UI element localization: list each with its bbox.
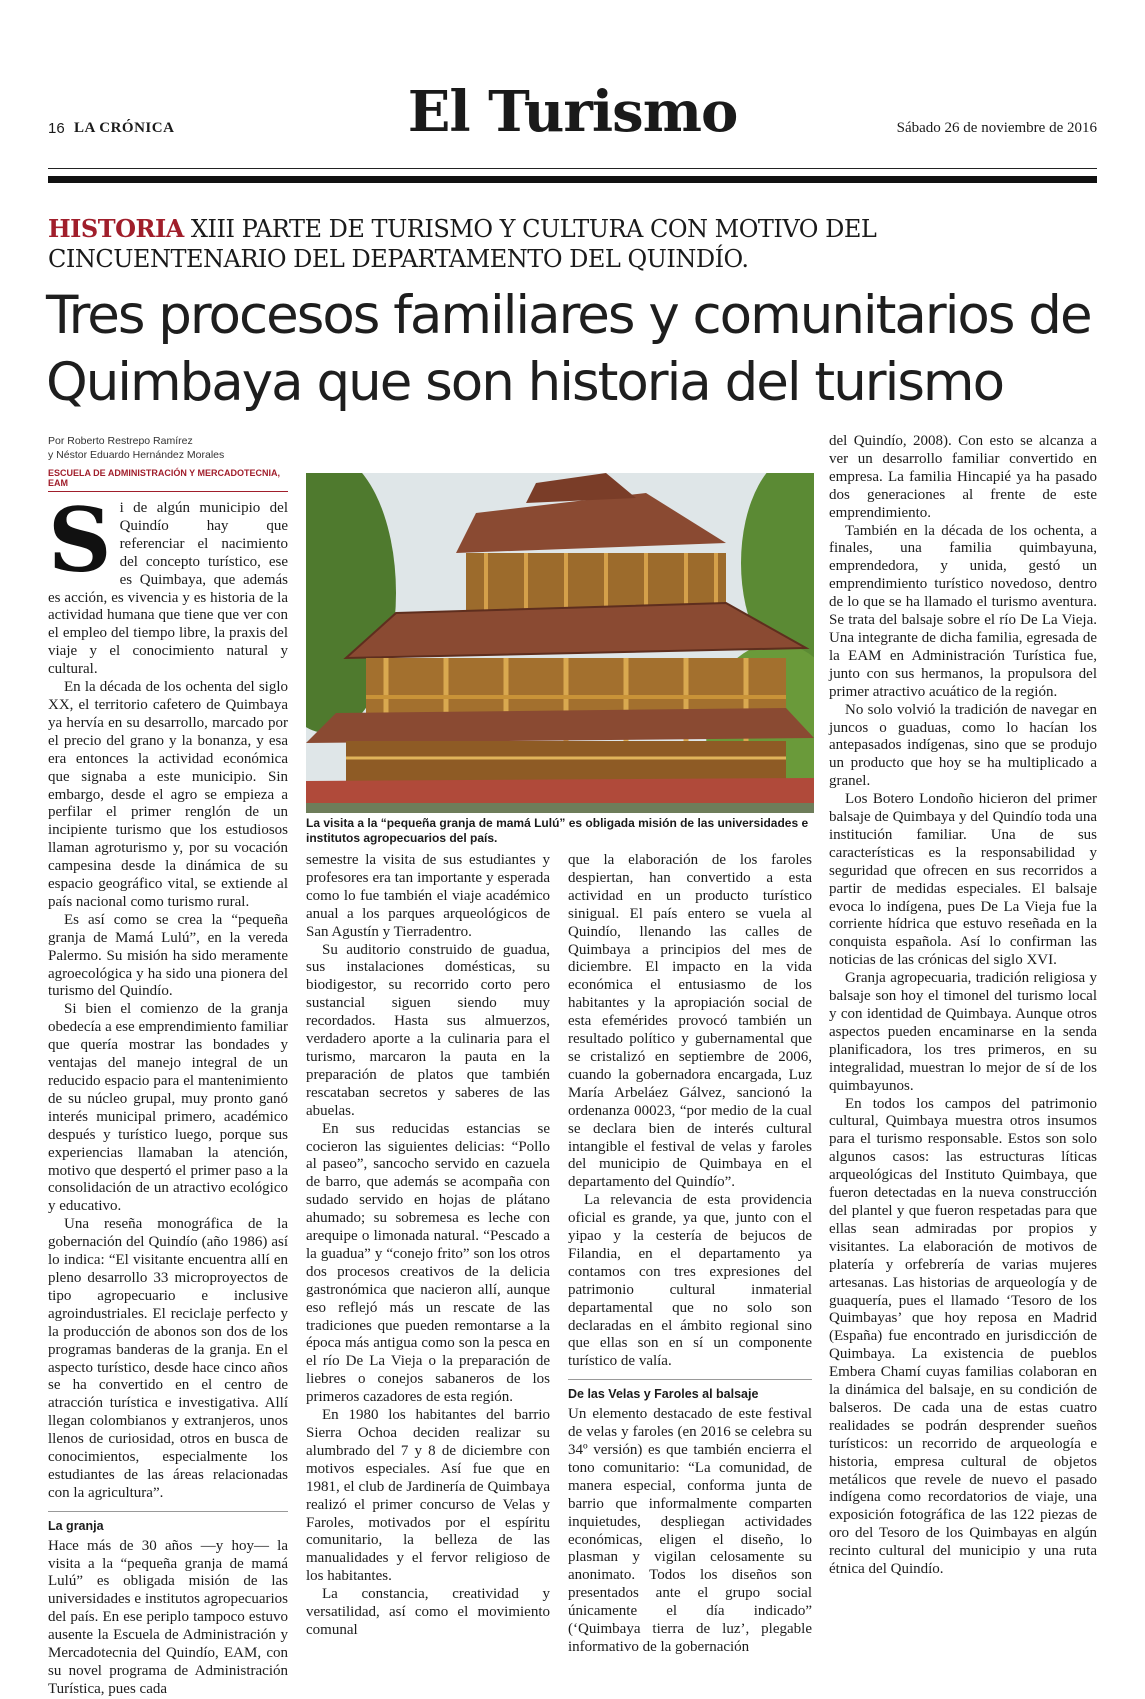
subhead-velas-faroles: De las Velas y Faroles al balsaje bbox=[568, 1387, 759, 1402]
paragraph: Un elemento destacado de este festival de velas y faroles (en 2016 se celebra su 34º versión) es que también encierra el tono comunitario: “La comunidad, de manera especial, conforma junta de barrio que informalmente comparten inquietudes, despliegan actividades económicas, eligen el diseño, lo plasman y vigilan celosamente su anonimato. Todos los diseños son presentados ante el grupo social únicamente el día indicado” (‘Quimbaya tierra de luz’, plegable informativo de la gobernación bbox=[568, 1406, 812, 1655]
byline bbox=[48, 434, 288, 462]
masthead-rule-thick bbox=[48, 176, 1097, 183]
kicker-tag: HISTORIA bbox=[48, 214, 184, 243]
paragraph: Granja agropecuaria, tradición religiosa y balsaje son hoy el timonel del turismo local y con identidad de Quimbaya. Aunque otros aspectos pueden encaminarse en la senda planificadora, los tres primeros, en su integralidad, muestran lo mejor de sí de los quimbayunos. bbox=[829, 970, 1097, 1094]
drop-cap: S bbox=[48, 488, 112, 592]
masthead-rule-thin bbox=[48, 168, 1097, 169]
paragraph: No solo volvió la tradición de navegar en juncos o guaduas, como lo hacían los antepasados indígenas, sino que se produjo un producto que hoy se ha multiplicado a granel. bbox=[829, 701, 1097, 790]
article-column-3 bbox=[568, 852, 812, 1657]
paragraph: que la elaboración de los faroles despiertan, han convertido a esta actividad en un producto turístico sinigual. El país entero se vuela al Quindío, llenando las calles de Quimbaya a principios del mes de diciembre. El impacto en la vida económica el entusiasmo de los habitantes y la apropiación social de esta efemérides provocó también un resultado político y gubernamental que se cristalizó en septiembre de 2006, cuando la gobernadora encargada, Luz María Arbeláez Gálvez, sancionó la ordenanza 00023, “por medio de la cual se declara bien de interés cultural intangible el festival de velas y faroles del municipio de Quimbaya en el departamento del Quindío”. bbox=[568, 852, 812, 1191]
paragraph: semestre la visita de sus estudiantes y profesores era tan importante y esperada como lo fue también el viaje académico anual a los parques arqueológicos de San Agustín y Tierradentro. bbox=[306, 852, 550, 940]
paragraph: En 1980 los habitantes del barrio Sierra Ochoa deciden realizar su alumbrado del 7 y 8 de diciembre con motivos especiales. Así fue que en 1981, el club de Jardinería de Quimbaya realizó el primer concurso de Velas y Faroles, motivados por el espíritu comunitario, la belleza de las manualidades y el fervor religioso de los habitantes. bbox=[306, 1407, 550, 1585]
paragraph: La relevancia de esta providencia oficial es grande, ya que, junto con el yipao y la cestería de bejucos de Filandia, en el departamento ya contamos con tres expresiones del patrimonio cultural inmaterial departamental que no solo son declaradas en el ámbito regional sino que ellas son en sí un componente turístico de valía. bbox=[568, 1192, 812, 1370]
paragraph: del Quindío, 2008). Con esto se alcanza a ver un desarrollo familiar convertido en empresa. La familia Hincapié ya ha pasado dos generaciones al frente de este emprendimiento. bbox=[829, 433, 1097, 521]
paragraph: Los Botero Londoño hicieron del primer balsaje de Quimbaya y del Quindío toda una institución familiar. Una de sus características es la responsabilidad y seguridad que ofrecen en sus recorridos a partir de medidas especiales. El balsaje evoca lo indígena, pues De La Vieja fue la corriente hídrica que estuvo reseñada en la conquista española. Así lo confirman las noticias de las crónicas del siglo XVI. bbox=[829, 791, 1097, 969]
paragraph: Es así como se crea la “pequeña granja de Mamá Lulú”, en la vereda Palermo. Su misión ha sido meramente agroecológica y ha sido una pionera del turismo del Quindío. bbox=[48, 911, 288, 1000]
paragraph: Si bien el comienzo de la granja obedecía a ese emprendimiento familiar que quería mostrar las bondades y ventajas del manejo integral de un reducido espacio para el mantenimiento de su núcleo grupal, muy pronto ganó interés municipal primero, académico después y turístico luego, porque sus experiencias llamaban la atención, motivo que despertó el primer paso a la consolidación de un atractivo ecológico y educativo. bbox=[48, 1001, 288, 1215]
bamboo-house-illustration bbox=[306, 473, 814, 813]
byline-author-2: y Néstor Eduardo Hernández Morales bbox=[48, 449, 225, 461]
article-column-2 bbox=[306, 852, 550, 1640]
byline-author-1: Por Roberto Restrepo Ramírez bbox=[48, 435, 193, 447]
newspaper-name: LA CRÓNICA bbox=[74, 120, 175, 136]
paragraph: La constancia, creatividad y versatilidad, así como el movimiento comunal bbox=[306, 1586, 550, 1638]
paragraph: En la década de los ochenta del siglo XX, el territorio cafetero de Quimbaya ya hervía en su desarrollo, marcado por el precio del grano y la bonanza, y esa era entonces la actividad económica que signaba a este municipio. Sin embargo, desde el agro se empieza a perfilar el primer renglón de un incipiente turismo que los estudiosos llaman agroturismo y, por su vocación campesina desde la dinámica de su espacio geográfico vital, se extiende al país nacional como turismo rural. bbox=[48, 679, 288, 910]
paragraph: Hace más de 30 años —y hoy— la visita a la “pequeña granja de mamá Lulú” es obligada misión de las universidades e institutos agropecuarios del país. En ese periplo tampoco estuvo ausente la Escuela de Administración y Mercadotecnia del Quindío, EAM, con su novel programa de Administración Turística, pues cada bbox=[48, 1537, 288, 1697]
page-number: 16 bbox=[48, 120, 65, 137]
paragraph: i de algún municipio del Quindío hay que referenciar el nacimiento del concepto turístico, ese es Quimbaya, que además es acción, es vivencia y es historia de la actividad humana que tiene que ver con el empleo del tiempo libre, la praxis del viaje y el conocimiento natural y cultural. bbox=[48, 500, 288, 678]
paragraph: En sus reducidas estancias se cocieron las siguientes delicias: “Pollo al paseo”, sancocho servido en cazuela de barro, que además se acompaña con sudado servido en hojas de plátano ahumado; su sobremesa es leche con arequipe o limonada natural. “Pescado a la guadua” y “conejo frito” son los otros dos procesos creativos de la delicia gastronómica que nacieron allí, aunque eso reflejó más un rescate de las tradiciones que pueden remontarse a la época más antigua como son la pesca en el río De La Vieja o la preparación de liebres o conejos sabaneros de los primeros cazadores de esta región. bbox=[306, 1120, 550, 1406]
kicker bbox=[48, 214, 1098, 274]
subhead-la-granja: La granja bbox=[48, 1518, 104, 1533]
headline: Tres procesos familiares y comunitarios de Quimbaya que son historia del turismo bbox=[46, 285, 1091, 413]
paragraph: Su auditorio construido de guadua, sus instalaciones domésticas, su biodigestor, su recorrido corto pero sustancial siguen siendo muy recordados. Hasta sus almuerzos, verdadero aporte a la culinaria para el turismo, marcaron la pauta en la preparación de platos que también rescataban secretos y saberes de las abuelas. bbox=[306, 941, 550, 1119]
article-column-4 bbox=[829, 433, 1097, 1579]
article-photo bbox=[306, 473, 814, 813]
paragraph: Una reseña monográfica de la gobernación del Quindío (año 1986) así lo indica: “El visitante encuentra allí en pleno desarrollo 33 microproyectos de tipo agropecuario e inclusive agroindustriales. El reciclaje perfecto y la producción de abonos son dos de los programas banderas de la granja. En el aspecto turístico, desde hace cinco años se ha convertido en el centro de atracción turística e investigativa. Allí llegan colombianos y extranjeros, unos llenos de curiosidad, otros en busca de conocimientos, especialmente los estudiantes de las áreas relacionadas con la agricultura”. bbox=[48, 1216, 288, 1501]
paragraph: También en la década de los ochenta, a finales, una familia quimbayuna, emprendedora, y unida, gestó un emprendimiento turístico novedoso, dentro de lo que se ha llamado el turismo aventura. Se trata del balsaje sobre el río De La Vieja. Una integrante de dicha familia, egresada de la EAM en Administración Turística fue, junto con sus hermanos, la propulsora del primer atractivo acuático de la región. bbox=[829, 522, 1097, 700]
article-column-1 bbox=[48, 488, 288, 1699]
subhead-rule bbox=[568, 1379, 812, 1380]
photo-caption: La visita a la “pequeña granja de mamá Lulú” es obligada misión de las universidades e institutos agropecuarios del país. bbox=[306, 816, 809, 845]
byline-organization: ESCUELA DE ADMINISTRACIÓN Y MERCADOTECNIA, EAM bbox=[48, 468, 288, 492]
paragraph: En todos los campos del patrimonio cultural, Quimbaya muestra otros insumos para el turismo responsable. Estos son solo algunos casos: las estructuras líticas arqueológicas del Instituto Quimbaya, que fueron detectadas en la nueva construcción del plantel y que fueron respetadas para que ellas sean admiradas por propios y visitantes. La elaboración de motivos de platería y orfebrería de varias mujeres artesanas. Las historias de arqueología y de guaquería, pues el llamado ‘Tesoro de los Quimbayas’ que hoy reposa en Madrid (España) fue encontrado en jurisdicción de Quimbaya. La existencia de pueblos Embera Chamí cuyas familias colaboran en la dinámica del balsaje, en su condición de balseros. De cada una de estas cuatro realidades se podrán desprender sueños turísticos: un recorrido de arqueología e historia, empresa cultural de objetos metálicos que revele de nuevo el pasado indígena como recordatorios de viaje, una exposición fotográfica de las 122 piezas de oro del Tesoro de los Quimbayas en algún recinto cultural del municipio y una ruta étnica del Quindío. bbox=[829, 1095, 1097, 1578]
kicker-text: XIII PARTE DE TURISMO Y CULTURA CON MOTIVO DEL CINCUENTENARIO DEL DEPARTAMENTO DEL QUINDÍO. bbox=[48, 215, 877, 273]
subhead-rule bbox=[48, 1511, 288, 1512]
issue-date: Sábado 26 de noviembre de 2016 bbox=[896, 120, 1097, 136]
section-title: El Turismo bbox=[407, 79, 738, 145]
